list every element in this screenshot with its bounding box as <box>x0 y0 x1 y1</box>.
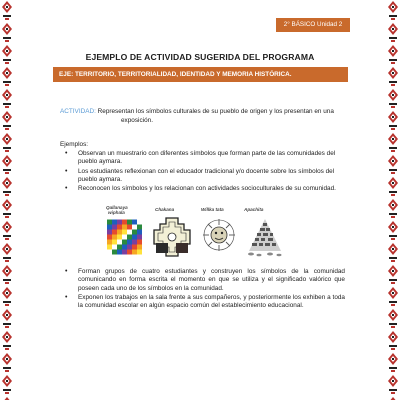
wiphala-flag-image <box>107 216 142 258</box>
symbol-label-willka-tata: Willka tata <box>201 207 224 212</box>
examples-list-top <box>60 150 345 194</box>
chakana-image <box>152 215 192 259</box>
activity-description <box>60 107 345 125</box>
symbol-label-qallanaya: Qallanaya <box>106 205 128 210</box>
willka-tata-image <box>200 215 238 259</box>
symbol-label-apachita: Apachita <box>244 207 264 212</box>
list-item: • Reconocen los símbolos y los relacionan con actividades socioculturales de su comunidad. <box>60 185 345 193</box>
list-item: • Los estudiantes reflexionan con el educador tradicional y/o docente sobre los símbolos del pueblo aymara. <box>60 168 345 185</box>
grade-unit-badge: 2° BÁSICO Unidad 2 <box>276 18 350 32</box>
symbol-label-wiphala: wiphala <box>108 210 125 215</box>
symbol-label-chakana: Chakana <box>155 207 175 212</box>
list-item: • Forman grupos de cuatro estudiantes y construyen los símbolos de la comunidad comunicando en forma escrita el momento en que se utiliza y el significado valórico que poseen cada uno de los símbolos en la comunidad. <box>60 268 345 293</box>
list-item: • Exponen los trabajos en la sala frente a sus compañeros, y posteriormente los exhiben a toda la comunidad escolar en algún espacio común del establecimiento educacional. <box>60 294 345 311</box>
aymara-symbols-figure <box>105 205 305 265</box>
activity-label: ACTIVIDAD: <box>60 108 96 115</box>
activity-text-line1: Representan los símbolos culturales de su pueblo de origen y los presentan en una <box>95 108 334 115</box>
activity-text-line2: exposición. <box>121 117 153 124</box>
list-item: • Observan un muestrario con diferentes símbolos que forman parte de las comunidades del pueblo aymara. <box>60 150 345 167</box>
apachita-image <box>243 215 287 259</box>
examples-label: Ejemplos: <box>60 141 89 148</box>
examples-list-bottom <box>60 268 345 311</box>
axis-banner: EJE: TERRITORIO, TERRITORIALIDAD, IDENTIDAD Y MEMORIA HISTÓRICA. <box>53 67 348 82</box>
page-title: EJEMPLO DE ACTIVIDAD SUGERIDA DEL PROGRAMA <box>85 52 315 62</box>
